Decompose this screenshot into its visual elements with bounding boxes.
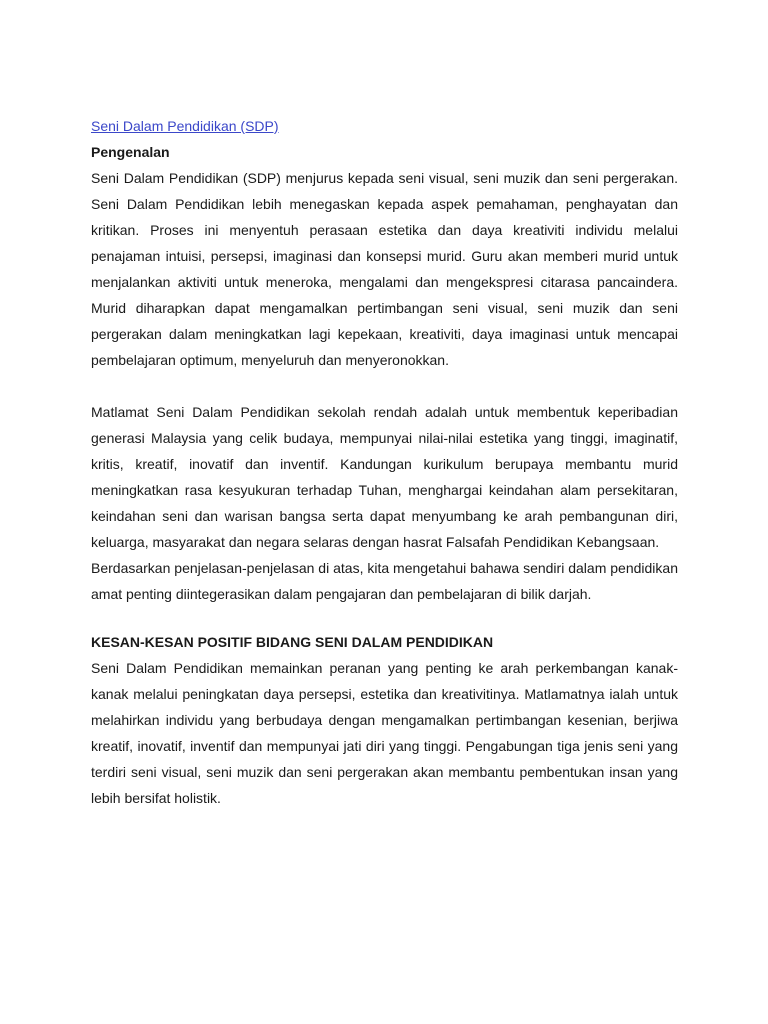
positive-effects-paragraph: Seni Dalam Pendidikan memainkan peranan yang penting ke arah perkembangan kanak-kanak melalui peningkatan daya persepsi, estetika dan kreativitinya. Matlamatnya ialah untuk melahirkan individu yang berbudaya dengan mengamalkan pertimbangan kesenian, berjiwa kreatif, inovatif, inventif dan mempunyai jati diri yang tinggi. Pengabungan tiga jenis seni yang terdiri seni visual, seni muzik dan seni pergerakan akan membantu pembentukan insan yang lebih bersifat holistik.: [91, 660, 678, 806]
paragraph-spacer: [91, 373, 678, 399]
title-link[interactable]: Seni Dalam Pendidikan (SDP): [91, 118, 279, 134]
positive-effects-heading: KESAN-KESAN POSITIF BIDANG SENI DALAM PENDIDIKAN: [91, 634, 494, 650]
aim-paragraph: Matlamat Seni Dalam Pendidikan sekolah rendah adalah untuk membentuk keperibadian generasi Malaysia yang celik budaya, mempunyai nilai-nilai estetika yang tinggi, imaginatif, kritis, kreatif, inovatif dan inventif. Kandungan kurikulum berupaya membantu murid meningkatkan rasa kesyukuran terhadap Tuhan, menghargai keindahan alam persekitaran, keindahan seni dan warisan bangsa serta dapat menyumbang ke arah pembangunan diri, keluarga, masyarakat dan negara selaras dengan hasrat Falsafah Pendidikan Kebangsaan.: [91, 404, 678, 550]
intro-heading: Pengenalan: [91, 144, 170, 160]
summary-paragraph: Berdasarkan penjelasan-penjelasan di atas, kita mengetahui bahawa sendiri dalam pendidikan amat penting diintegerasikan dalam pengajaran dan pembelajaran di bilik darjah.: [91, 560, 678, 602]
section-spacer: [91, 607, 678, 629]
document-page: [91, 113, 678, 811]
intro-paragraph: Seni Dalam Pendidikan (SDP) menjurus kepada seni visual, seni muzik dan seni pergerakan. Seni Dalam Pendidikan lebih menegaskan kepada aspek pemahaman, penghayatan dan kritikan. Proses ini menyentuh perasaan estetika dan daya kreativiti individu melalui penajaman intuisi, persepsi, imaginasi dan konsepsi murid. Guru akan memberi murid untuk menjalankan aktiviti untuk meneroka, mengalami dan mengekspresi citarasa pancaindera. Murid diharapkan dapat mengamalkan pertimbangan seni visual, seni muzik dan seni pergerakan dalam meningkatkan lagi kepekaan, kreativiti, daya imaginasi untuk mencapai pembelajaran optimum, menyeluruh dan menyeronokkan.: [91, 170, 678, 368]
